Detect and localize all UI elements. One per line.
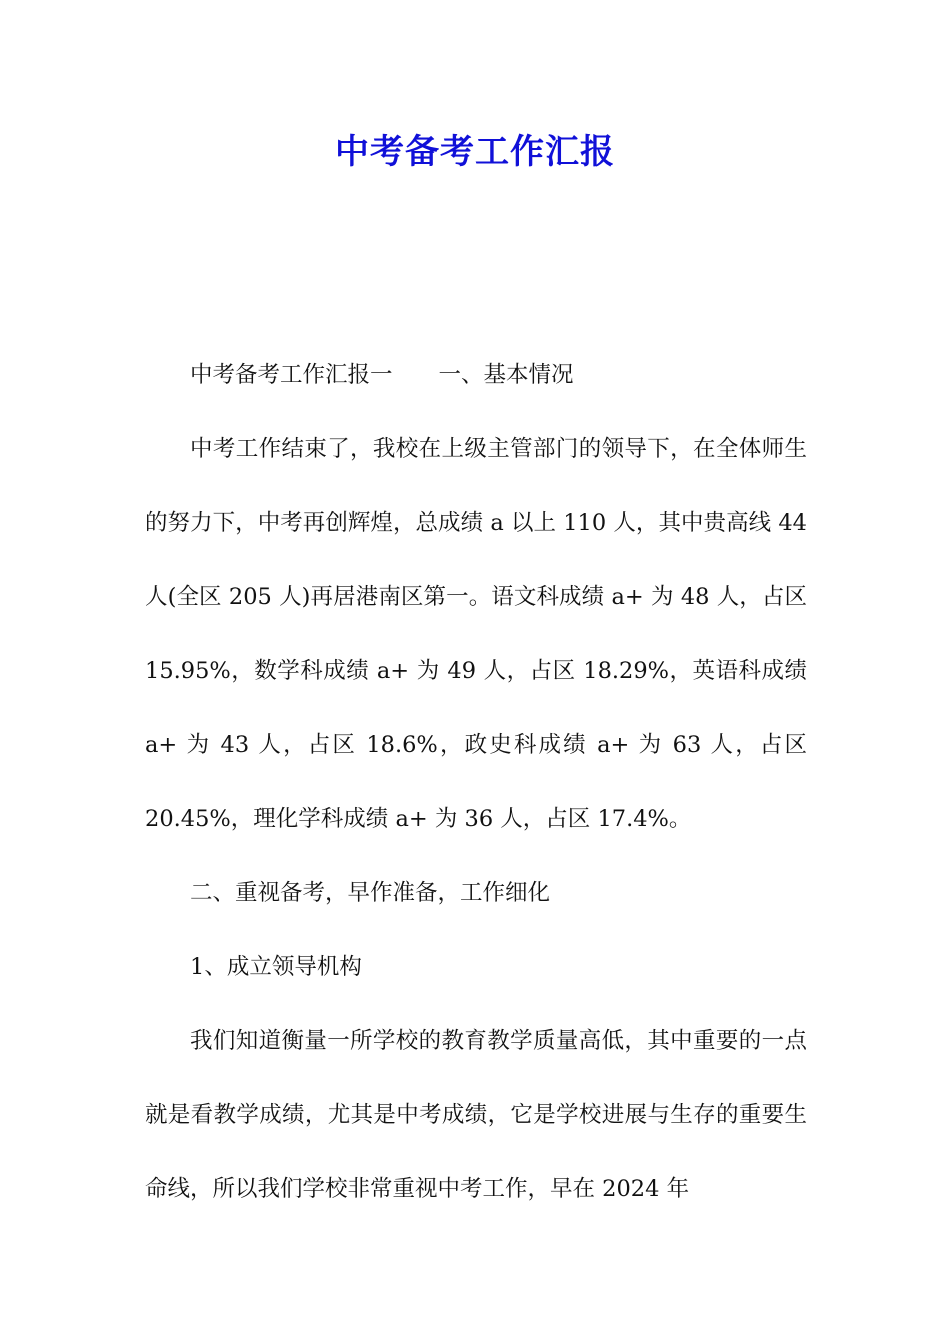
section-heading-preparation: 二、重视备考，早作准备，工作细化 (190, 880, 551, 906)
document-body (145, 338, 807, 1226)
document-title: 中考备考工作汇报 (335, 132, 615, 172)
section-heading-line (145, 338, 807, 412)
paragraph-importance: 我们知道衡量一所学校的教育教学质量高低，其中重要的一点就是看教学成绩，尤其是中考成绩，它是学校进展与生存的重要生命线，所以我们学校非常重视中考工作，早在 2024 年 (145, 1028, 807, 1202)
paragraph-results: 中考工作结束了，我校在上级主管部门的领导下，在全体师生的努力下，中考再创辉煌，总成绩 a 以上 110 人，其中贵高线 44 人(全区 205 人)再居港南区第一。语文科成绩 a+ 为 48 人，占区 15.95%，数学科成绩 a+ 为 49 人，占区 18.29%，英语科成绩 a+ 为 43 人，占区 18.6%，政史科成绩 a+ 为 63 人，占区 20.45%，理化学科成绩 a+ 为 36 人，占区 17.4%。 (145, 436, 807, 832)
subsection-heading-leadership: 1、成立领导机构 (190, 954, 362, 980)
report-subtitle: 中考备考工作汇报一 (190, 362, 393, 388)
section-heading-basic: 一、基本情况 (438, 362, 574, 388)
